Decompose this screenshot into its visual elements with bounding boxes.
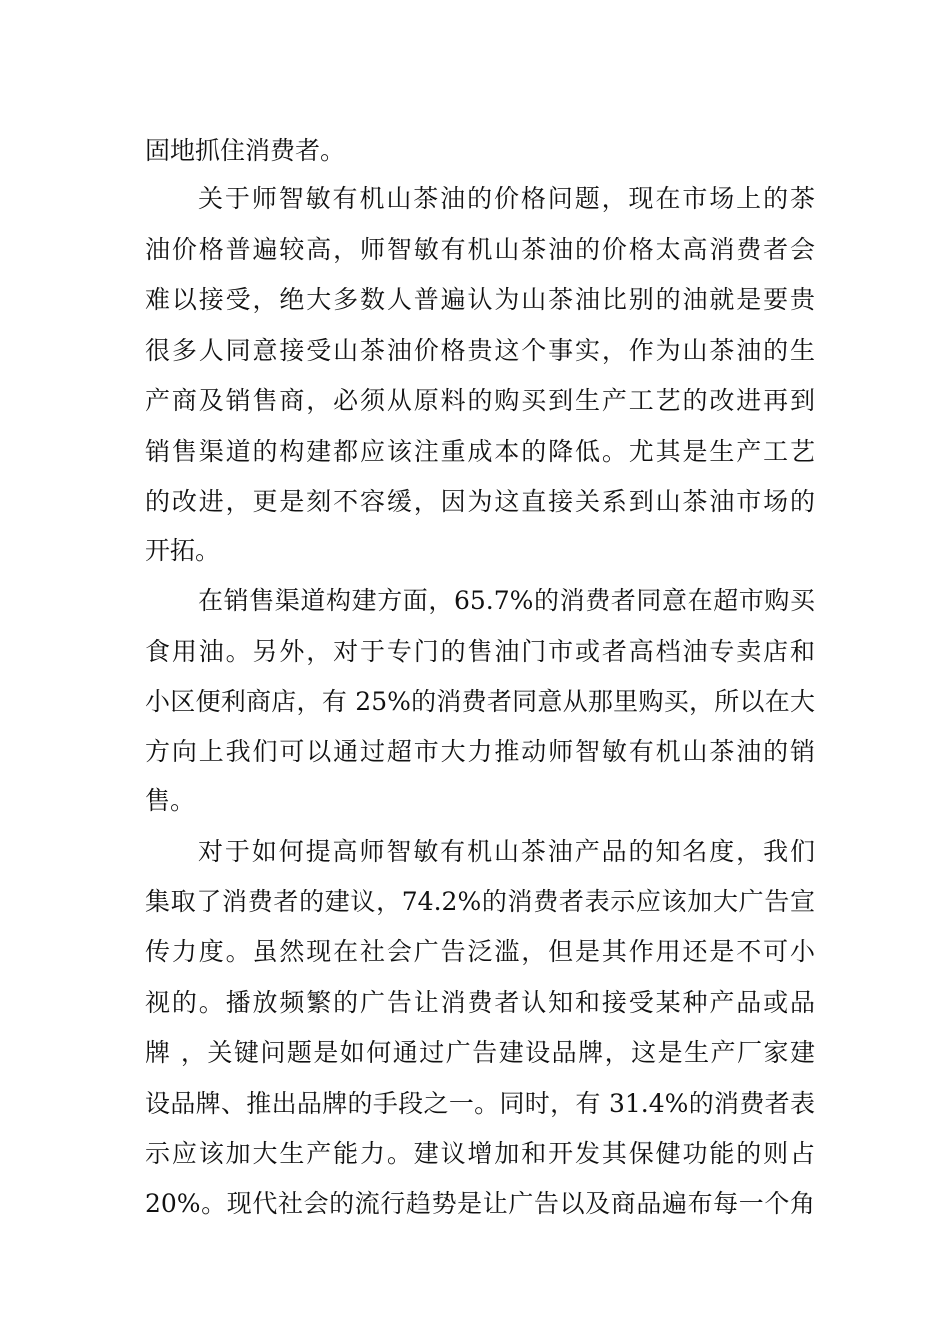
text-line: 售。 — [145, 786, 196, 815]
text-line: 设品牌、推出品牌的手段之一。同时，有 31.4%的消费者表 — [145, 1089, 815, 1118]
text-line: 难以接受，绝大多数人普遍认为山茶油比别的油就是要贵 — [145, 285, 815, 314]
text-line: 视的。播放频繁的广告让消费者认知和接受某种产品或品 — [145, 988, 815, 1017]
paragraph-first-line: 对于如何提高师智敏有机山茶油产品的知名度，我们 — [198, 837, 815, 866]
text-line: 牌 ，关键问题是如何通过广告建设品牌，这是生产厂家建 — [145, 1038, 815, 1067]
text-line: 很多人同意接受山茶油价格贵这个事实，作为山茶油的生 — [145, 336, 815, 365]
text-line: 食用油。另外，对于专门的售油门市或者高档油专卖店和 — [145, 637, 815, 666]
text-line: 示应该加大生产能力。建议增加和开发其保健功能的则占 — [145, 1139, 815, 1168]
text-line: 的改进，更是刻不容缓，因为这直接关系到山茶油市场的 — [145, 487, 815, 516]
text-line: 传力度。虽然现在社会广告泛滥，但是其作用还是不可小 — [145, 937, 815, 966]
paragraph-first-line: 关于师智敏有机山茶油的价格问题，现在市场上的茶 — [198, 184, 815, 213]
text-line: 固地抓住消费者。 — [145, 136, 346, 165]
text-line: 开拓。 — [145, 536, 221, 565]
text-line: 油价格普遍较高，师智敏有机山茶油的价格太高消费者会 — [145, 235, 815, 264]
paragraph-first-line: 在销售渠道构建方面，65.7%的消费者同意在超市购买 — [198, 586, 815, 615]
text-line: 集取了消费者的建议，74.2%的消费者表示应该加大广告宣 — [145, 887, 815, 916]
text-line: 方向上我们可以通过超市大力推动师智敏有机山茶油的销 — [145, 737, 815, 766]
text-line: 销售渠道的构建都应该注重成本的降低。尤其是生产工艺 — [145, 437, 815, 466]
text-line: 小区便利商店，有 25%的消费者同意从那里购买，所以在大 — [145, 687, 815, 716]
text-line: 产商及销售商，必须从原料的购买到生产工艺的改进再到 — [145, 386, 815, 415]
text-line: 20%。现代社会的流行趋势是让广告以及商品遍布每一个角 — [145, 1189, 815, 1218]
